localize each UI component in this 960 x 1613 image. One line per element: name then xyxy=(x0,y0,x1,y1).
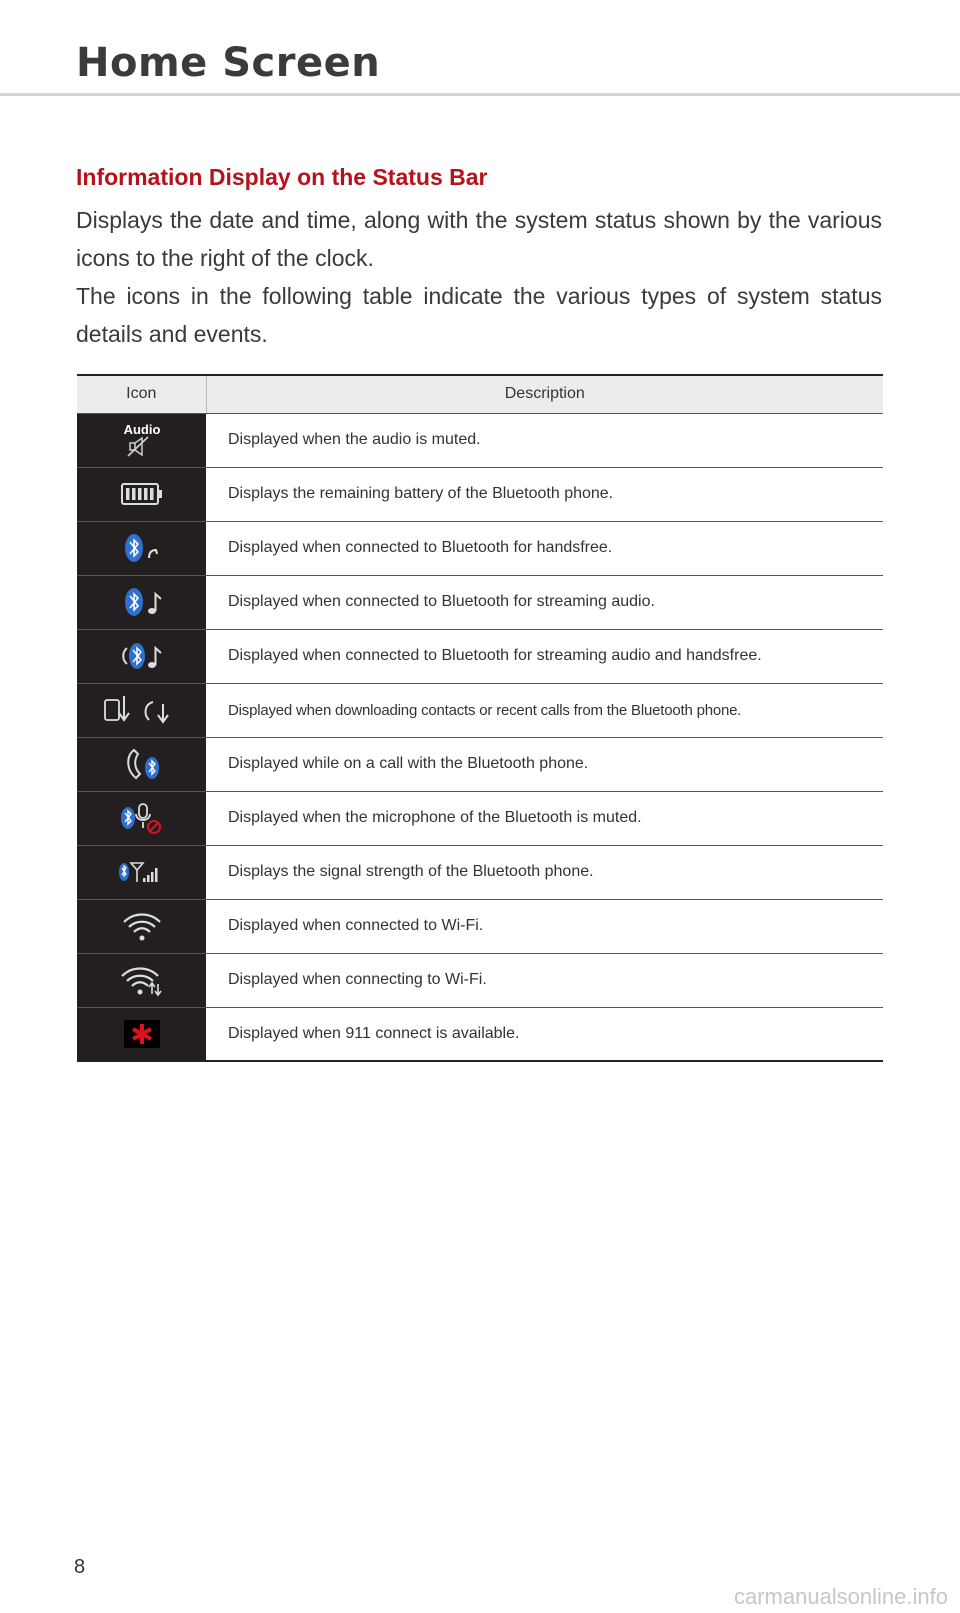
row-description: Displays the remaining battery of the Bluetooth phone. xyxy=(206,467,883,521)
row-description: Displays the signal strength of the Bluetooth phone. xyxy=(206,845,883,899)
header-description: Description xyxy=(206,375,883,413)
status-icon-table xyxy=(77,374,883,1062)
table-header-row xyxy=(77,375,883,413)
wifi-connected-icon xyxy=(77,899,206,953)
battery-icon xyxy=(77,467,206,521)
table-row xyxy=(77,1007,883,1061)
page-number: 8 xyxy=(74,1556,86,1578)
audio-icon-label: Audio xyxy=(123,422,160,437)
section-heading: Information Display on the Status Bar xyxy=(76,164,488,190)
row-description: Displayed when connected to Bluetooth for handsfree. xyxy=(206,521,883,575)
table-row xyxy=(77,845,883,899)
watermark: carmanualsonline.info xyxy=(733,1584,948,1609)
table-row xyxy=(77,953,883,1007)
body-paragraph-1: Displays the date and time, along with the system status shown by the various icons to the right of the clock. xyxy=(76,207,882,271)
table-row xyxy=(77,899,883,953)
audio-muted-icon xyxy=(77,413,206,467)
row-description: Displayed when 911 connect is available. xyxy=(228,1024,520,1042)
bluetooth-call-icon xyxy=(77,737,206,791)
downloading-contacts-icon xyxy=(77,683,206,737)
row-description: Displayed when connecting to Wi-Fi. xyxy=(206,953,883,1007)
bluetooth-handsfree-icon xyxy=(77,521,206,575)
bluetooth-signal-icon xyxy=(77,845,206,899)
row-description: Displayed when connected to Wi-Fi. xyxy=(206,899,883,953)
bluetooth-audio-handsfree-icon xyxy=(77,629,206,683)
row-description: Displayed when connected to Bluetooth for streaming audio and handsfree. xyxy=(206,629,883,683)
page-title: Home Screen xyxy=(76,40,381,86)
table-row xyxy=(77,629,883,683)
table-row xyxy=(77,521,883,575)
row-description: Displayed when the audio is muted. xyxy=(206,413,883,467)
wifi-connecting-icon xyxy=(77,953,206,1007)
row-description: Displayed when downloading contacts or recent calls from the Bluetooth phone. xyxy=(206,683,883,737)
row-description: Displayed when connected to Bluetooth for streaming audio. xyxy=(206,575,883,629)
table-row xyxy=(77,413,883,467)
table-row xyxy=(77,683,883,737)
table-row xyxy=(77,467,883,521)
body-paragraph-2: The icons in the following table indicate the various types of system status details and events. xyxy=(76,283,882,347)
row-description: Displayed while on a call with the Bluetooth phone. xyxy=(206,737,883,791)
emergency-911-icon xyxy=(77,1007,206,1061)
bluetooth-audio-icon xyxy=(77,575,206,629)
header-icon: Icon xyxy=(77,375,206,413)
table-row xyxy=(77,791,883,845)
table-row xyxy=(77,575,883,629)
bluetooth-mic-muted-icon xyxy=(77,791,206,845)
title-rule xyxy=(0,93,960,96)
table-row xyxy=(77,737,883,791)
row-description: Displayed when the microphone of the Bluetooth is muted. xyxy=(206,791,883,845)
